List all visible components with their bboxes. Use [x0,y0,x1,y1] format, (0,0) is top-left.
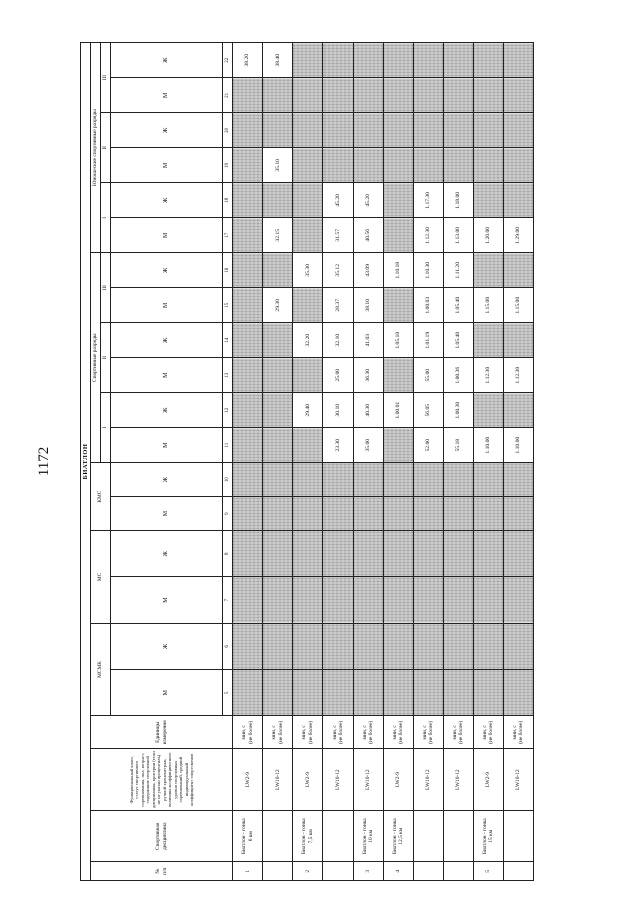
time-value: 1.12.30 [473,358,503,393]
functional-class: LW10-12 [263,749,293,811]
shaded-cell [263,463,293,497]
rotated-table-container [80,42,534,881]
unit-of-measure: мин, с (не более) [443,716,473,749]
header-sport-ranks: Спортивные разряды [91,253,101,463]
shaded-cell [353,623,383,669]
column-number: 7 [223,577,233,623]
shaded-cell [323,577,353,623]
shaded-cell [353,497,383,531]
shaded-cell [233,218,263,253]
unit-of-measure: мин, с (не более) [383,716,413,749]
shaded-cell [383,623,413,669]
header-female: Ж [111,323,223,358]
shaded-cell [263,113,293,148]
header-female: Ж [111,463,223,497]
column-number: 9 [223,497,233,531]
header-male: М [111,218,223,253]
discipline-name [503,811,533,862]
shaded-cell [323,113,353,148]
header-youth-ranks: Юношеские спортивные разряды [91,43,101,253]
discipline-name: Биатлон - гонка 6 км [233,811,263,862]
header-discipline: Спортивная дисциплина [91,811,233,862]
time-value: 1.05.40 [443,323,473,358]
row-number [323,862,353,881]
discipline-name: Биатлон - гонка 7,5 км [293,811,323,862]
row-number: 4 [383,862,413,881]
shaded-cell [293,531,323,577]
shaded-cell [473,531,503,577]
header-male: М [111,288,223,323]
shaded-cell [323,148,353,183]
shaded-cell [263,577,293,623]
time-value: 29.30 [263,288,293,323]
shaded-cell [263,670,293,716]
column-number: 18 [223,183,233,218]
shaded-cell [233,358,263,393]
unit-of-measure: мин, с (не более) [293,716,323,749]
shaded-cell [503,323,533,358]
shaded-cell [443,43,473,78]
time-value: 1.12.30 [413,218,443,253]
column-number: 16 [223,253,233,288]
shaded-cell [233,288,263,323]
header-kms: КМС [91,463,111,531]
shaded-cell [443,463,473,497]
shaded-cell [473,670,503,716]
shaded-cell [503,78,533,113]
functional-class: LW10-12 [323,749,353,811]
shaded-cell [413,623,443,669]
shaded-cell [503,531,533,577]
header-male: М [111,497,223,531]
column-number: 6 [223,623,233,669]
header-male: М [111,428,223,463]
shaded-cell [263,253,293,288]
time-value: 56.05 [413,393,443,428]
shaded-cell [233,113,263,148]
time-value: 52.00 [413,428,443,463]
time-value: 28.37 [323,288,353,323]
shaded-cell [473,113,503,148]
shaded-cell [383,218,413,253]
shaded-cell [413,463,443,497]
shaded-cell [323,670,353,716]
shaded-cell [233,623,263,669]
row-number: 3 [353,862,383,881]
time-value: 35.30 [293,253,323,288]
shaded-cell [413,113,443,148]
time-value: 43.09 [353,253,383,288]
unit-of-measure: мин, с (не более) [503,716,533,749]
header-func-class: Функциональный класс, статус спортивного соревнования, пол, возраст, содержание спортивной дисциплины, критерии (если не не указан процентиль) ручной хронометраж, величина коэффициентного уровня спортивных соревнований, средний индивидуальный коэффициент спортсменов [91,749,233,811]
shaded-cell [293,43,323,78]
shaded-cell [503,148,533,183]
shaded-cell [473,43,503,78]
shaded-cell [323,78,353,113]
shaded-cell [383,497,413,531]
shaded-cell [443,497,473,531]
shaded-cell [413,43,443,78]
header-male: М [111,577,223,623]
shaded-cell [233,393,263,428]
discipline-name [443,811,473,862]
header-female: Ж [111,43,223,78]
shaded-cell [263,358,293,393]
time-value: 45.20 [353,183,383,218]
shaded-cell [473,393,503,428]
header-rank-3: III [101,253,111,323]
shaded-cell [443,577,473,623]
functional-class: LW10-12 [353,749,383,811]
shaded-cell [353,577,383,623]
shaded-cell [353,531,383,577]
header-male: М [111,78,223,113]
time-value: 41.03 [353,323,383,358]
sport-title: БИАТЛОН [81,43,91,881]
time-value: 1.05.40 [443,288,473,323]
shaded-cell [413,577,443,623]
shaded-cell [443,531,473,577]
shaded-cell [293,428,323,463]
functional-class: LW2-9 [473,749,503,811]
time-value: 30.10 [323,393,353,428]
column-number: 15 [223,288,233,323]
unit-of-measure: мин, с (не более) [233,716,263,749]
shaded-cell [503,623,533,669]
shaded-cell [263,623,293,669]
shaded-cell [263,183,293,218]
table-row [353,43,383,881]
column-number: 19 [223,148,233,183]
time-value: 29.40 [293,393,323,428]
shaded-cell [443,148,473,183]
shaded-cell [383,577,413,623]
shaded-cell [383,531,413,577]
time-value: 35.12 [323,253,353,288]
shaded-cell [263,428,293,463]
time-value: 38.20 [233,43,263,78]
header-youth-rank-2: II [101,113,111,183]
time-value: 45.20 [323,183,353,218]
unit-of-measure: мин, с (не более) [413,716,443,749]
shaded-cell [293,577,323,623]
table-row [413,43,443,881]
shaded-cell [293,670,323,716]
header-ms: МС [91,531,111,624]
header-msmk: МСМК [91,623,111,716]
shaded-cell [293,463,323,497]
header-female: Ж [111,113,223,148]
shaded-cell [383,113,413,148]
shaded-cell [383,463,413,497]
time-value: 1.15.00 [473,288,503,323]
shaded-cell [413,148,443,183]
shaded-cell [443,113,473,148]
shaded-cell [353,670,383,716]
time-value: 31.57 [323,218,353,253]
discipline-name [263,811,293,862]
functional-class: LW10-12 [443,749,473,811]
column-number: 8 [223,531,233,577]
shaded-cell [293,113,323,148]
time-value: 1.29.00 [503,218,533,253]
header-units: Единицы измерения [91,716,233,749]
table-row [323,43,353,881]
functional-class: LW2-9 [383,749,413,811]
shaded-cell [323,463,353,497]
shaded-cell [413,497,443,531]
time-value: 55.18 [443,428,473,463]
shaded-cell [233,428,263,463]
time-value: 36.30 [353,358,383,393]
column-number: 5 [223,670,233,716]
header-rank-2: II [101,323,111,393]
shaded-cell [383,670,413,716]
header-female: Ж [111,623,223,669]
shaded-cell [473,577,503,623]
shaded-cell [353,463,383,497]
column-number: 14 [223,323,233,358]
time-value: 1.10.00 [503,428,533,463]
shaded-cell [293,218,323,253]
header-female: Ж [111,393,223,428]
time-value: 1.10.00 [473,428,503,463]
column-number: 22 [223,43,233,78]
column-number: 20 [223,113,233,148]
shaded-cell [473,148,503,183]
row-number [413,862,443,881]
shaded-cell [503,393,533,428]
shaded-cell [293,623,323,669]
time-value: 32.15 [263,218,293,253]
shaded-cell [503,43,533,78]
row-number: 2 [293,862,323,881]
row-number [443,862,473,881]
shaded-cell [263,393,293,428]
header-youth-rank-3: III [101,43,111,113]
column-number: 17 [223,218,233,253]
unit-of-measure: мин, с (не более) [263,716,293,749]
shaded-cell [383,78,413,113]
shaded-cell [383,148,413,183]
header-youth-rank-1: I [101,183,111,253]
table-row [503,43,533,881]
shaded-cell [383,288,413,323]
shaded-cell [233,78,263,113]
shaded-cell [503,253,533,288]
shaded-cell [263,497,293,531]
functional-class: LW2-9 [233,749,263,811]
page-number: 1172 [36,446,53,476]
shaded-cell [413,670,443,716]
time-value: 1.11.20 [443,253,473,288]
discipline-name: Биатлон - гонка 15 км [473,811,503,862]
time-value: 1.00.36 [443,358,473,393]
time-value: 23.30 [323,428,353,463]
time-value: 1.00.01 [383,393,413,428]
shaded-cell [443,78,473,113]
shaded-cell [473,323,503,358]
shaded-cell [293,148,323,183]
shaded-cell [413,531,443,577]
functional-class: LW10-12 [503,749,533,811]
time-value: 1.17.30 [413,183,443,218]
discipline-name: Биатлон - гонка 10 км [353,811,383,862]
shaded-cell [233,323,263,358]
column-number: 11 [223,428,233,463]
shaded-cell [473,78,503,113]
time-value: 32.20 [293,323,323,358]
shaded-cell [443,623,473,669]
shaded-cell [383,358,413,393]
shaded-cell [473,497,503,531]
time-value: 32.10 [323,323,353,358]
shaded-cell [323,531,353,577]
unit-of-measure: мин, с (не более) [353,716,383,749]
shaded-cell [233,670,263,716]
shaded-cell [263,531,293,577]
time-value: 35.00 [353,428,383,463]
time-value: 35.10 [263,148,293,183]
row-number: 5 [473,862,503,881]
time-value: 25.00 [323,358,353,393]
shaded-cell [503,670,533,716]
shaded-cell [233,577,263,623]
shaded-cell [353,78,383,113]
time-value: 1.18.00 [443,183,473,218]
discipline-name [413,811,443,862]
row-number [503,862,533,881]
row-number: 1 [233,862,263,881]
column-number: 13 [223,358,233,393]
time-value: 38.10 [353,288,383,323]
functional-class: LW10-12 [413,749,443,811]
shaded-cell [473,623,503,669]
shaded-cell [233,531,263,577]
header-female: Ж [111,183,223,218]
shaded-cell [383,428,413,463]
unit-of-measure: мин, с (не более) [323,716,353,749]
shaded-cell [293,78,323,113]
table-row [263,43,293,881]
shaded-cell [323,623,353,669]
time-value: 1.00.03 [413,288,443,323]
shaded-cell [473,253,503,288]
time-value: 1.10.18 [383,253,413,288]
time-value: 55.00 [413,358,443,393]
header-rank-1: I [101,393,111,463]
time-value: 40.30 [353,393,383,428]
shaded-cell [233,183,263,218]
column-number: 21 [223,78,233,113]
table-row [293,43,323,881]
time-value: 1.05.10 [383,323,413,358]
shaded-cell [353,43,383,78]
header-male: М [111,358,223,393]
shaded-cell [503,577,533,623]
shaded-cell [383,183,413,218]
sport-ranks-table [80,42,534,881]
header-male: М [111,670,223,716]
shaded-cell [293,288,323,323]
unit-of-measure: мин, с (не более) [473,716,503,749]
shaded-cell [263,323,293,358]
time-value: 1.01.19 [413,323,443,358]
table-row [383,43,413,881]
shaded-cell [353,113,383,148]
shaded-cell [473,183,503,218]
shaded-cell [233,497,263,531]
discipline-name [323,811,353,862]
time-value: 1.12.30 [503,358,533,393]
header-male: М [111,148,223,183]
shaded-cell [503,183,533,218]
time-value: 1.10.30 [413,253,443,288]
shaded-cell [383,43,413,78]
shaded-cell [233,253,263,288]
time-value: 38.40 [263,43,293,78]
table-row [473,43,503,881]
shaded-cell [293,358,323,393]
shaded-cell [503,113,533,148]
functional-class: LW2-9 [293,749,323,811]
shaded-cell [443,670,473,716]
column-number: 10 [223,463,233,497]
time-value: 1.13.00 [443,218,473,253]
shaded-cell [233,463,263,497]
shaded-cell [263,78,293,113]
table-row [443,43,473,881]
column-number: 12 [223,393,233,428]
shaded-cell [413,78,443,113]
shaded-cell [293,183,323,218]
shaded-cell [473,463,503,497]
shaded-cell [503,497,533,531]
time-value: 40.56 [353,218,383,253]
time-value: 1.00.30 [443,393,473,428]
time-value: 1.15.00 [503,288,533,323]
time-value: 1.20.00 [473,218,503,253]
shaded-cell [323,43,353,78]
table-row [233,43,263,881]
header-female: Ж [111,253,223,288]
header-female: Ж [111,531,223,577]
header-num: № п/п [91,862,233,881]
shaded-cell [293,497,323,531]
shaded-cell [353,148,383,183]
shaded-cell [503,463,533,497]
row-number [263,862,293,881]
shaded-cell [323,497,353,531]
discipline-name: Биатлон - гонка 12,5 км [383,811,413,862]
shaded-cell [233,148,263,183]
